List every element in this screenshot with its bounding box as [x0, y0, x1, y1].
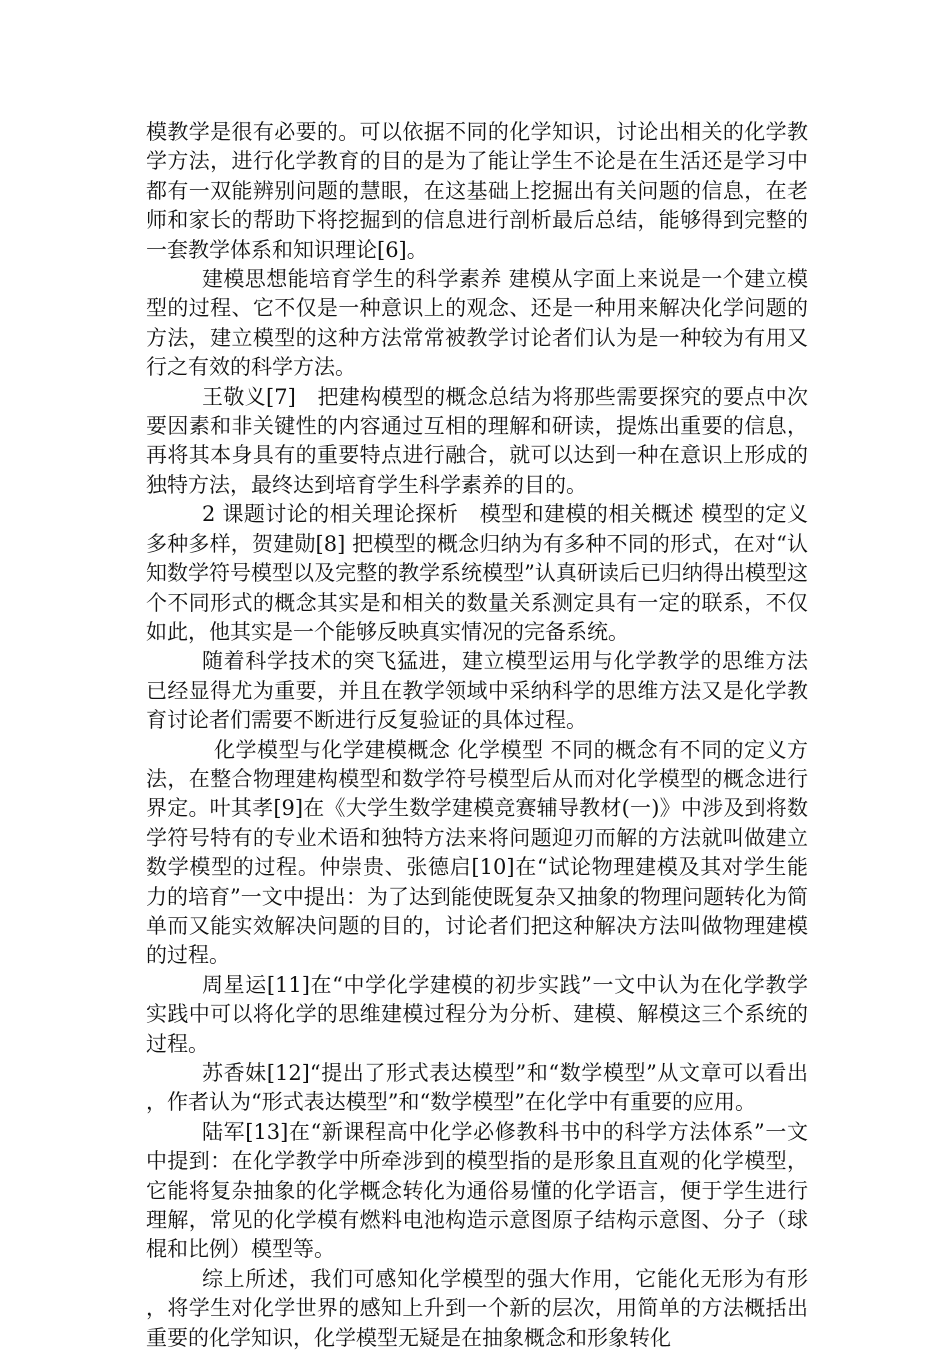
paragraph-lu-jun: 陆军[13]在“新课程高中化学必修教科书中的科学方法体系”一文中提到：在化学教学中所牵涉到的模型指的是形象且直观的化学模型，它能将复杂抽象的化学概念转化为通俗易懂的化学语言，便于学生进行理解，常见的化学模有燃料电池构造示意图原子结构示意图、分子（球棍和比例）模型等。 [146, 1119, 808, 1262]
paragraph-chemical-model-concept: 化学模型与化学建模概念 化学模型 不同的概念有不同的定义方法，在整合物理建构模型和数学符号模型后从而对化学模型的概念进行界定。叶其孝[9]在《大学生数学建模竞赛辅导教材(一)》中涉及到将数学符号特有的专业术语和独特方法来将问题迎刃而解的方法就叫做建立数学模型的过程。仲崇贵、张德启[10]在“试论物理建模及其对学生能力的培育”一文中提出：为了达到能使既复杂又抽象的物理问题转化为简单而又能实效解决问题的目的，讨论者们把这种解决方法叫做物理建模的过程。 [146, 737, 808, 968]
paragraph-continued: 模教学是很有必要的。可以依据不同的化学知识，讨论出相关的化学教学方法，进行化学教育的目的是为了能让学生不论是在生活还是学习中都有一双能辨别问题的慧眼，在这基础上挖掘出有关问题的信息，在老师和家长的帮助下将挖掘到的信息进行剖析最后总结，能够得到完整的一套教学体系和知识理论[6]。 [146, 120, 808, 262]
paragraph-modeling-literacy: 建模思想能培育学生的科学素养 建模从字面上来说是一个建立模型的过程、它不仅是一种意识上的观念、还是一种用来解决化学问题的方法，建立模型的这种方法常常被教学讨论者们认为是一种较为有用又行之有效的科学方法。 [146, 267, 808, 380]
paragraph-theory-section-2: 2 课题讨论的相关理论探析 模型和建模的相关概述 模型的定义多种多样，贺建勋[8] 把模型的概念归纳为有多种不同的形式，在对“认知数学符号模型以及完整的教学系统模型”认真研读后已归纳得出模型这个不同形式的概念其实是和相关的数量关系测定具有一定的联系，不仅如此，他其实是一个能够反映真实情况的完备系统。 [146, 502, 808, 644]
paragraph-summary: 综上所述，我们可感知化学模型的强大作用，它能化无形为有形，将学生对化学世界的感知上升到一个新的层次，用简单的方法概括出重要的化学知识，化学模型无疑是在抽象概念和形象转化 [146, 1266, 808, 1350]
paragraph-technology-progress: 随着科学技术的突飞猛进，建立模型运用与化学教学的思维方法已经显得尤为重要，并且在教学领域中采纳科学的思维方法又是化学教育讨论者们需要不断进行反复验证的具体过程。 [146, 649, 808, 733]
document-page [146, 118, 808, 1353]
paragraph-wang-jingyi: 王敬义[7] 把建构模型的概念总结为将那些需要探究的要点中次要因素和非关键性的内容通过互相的理解和研读，提炼出重要的信息，再将其本身具有的重要特点进行融合，就可以达到一种在意识上形成的独特方法，最终达到培育学生科学素养的目的。 [146, 384, 808, 497]
paragraph-zhou-xingyun: 周星运[11]在“中学化学建模的初步实践”一文中认为在化学教学实践中可以将化学的思维建模过程分为分析、建模、解模这三个系统的过程。 [146, 972, 808, 1056]
paragraph-su-xiangmei: 苏香妹[12]“提出了形式表达模型”和“数学模型”从文章可以看出，作者认为“形式表达模型”和“数学模型”在化学中有重要的应用。 [146, 1061, 808, 1115]
